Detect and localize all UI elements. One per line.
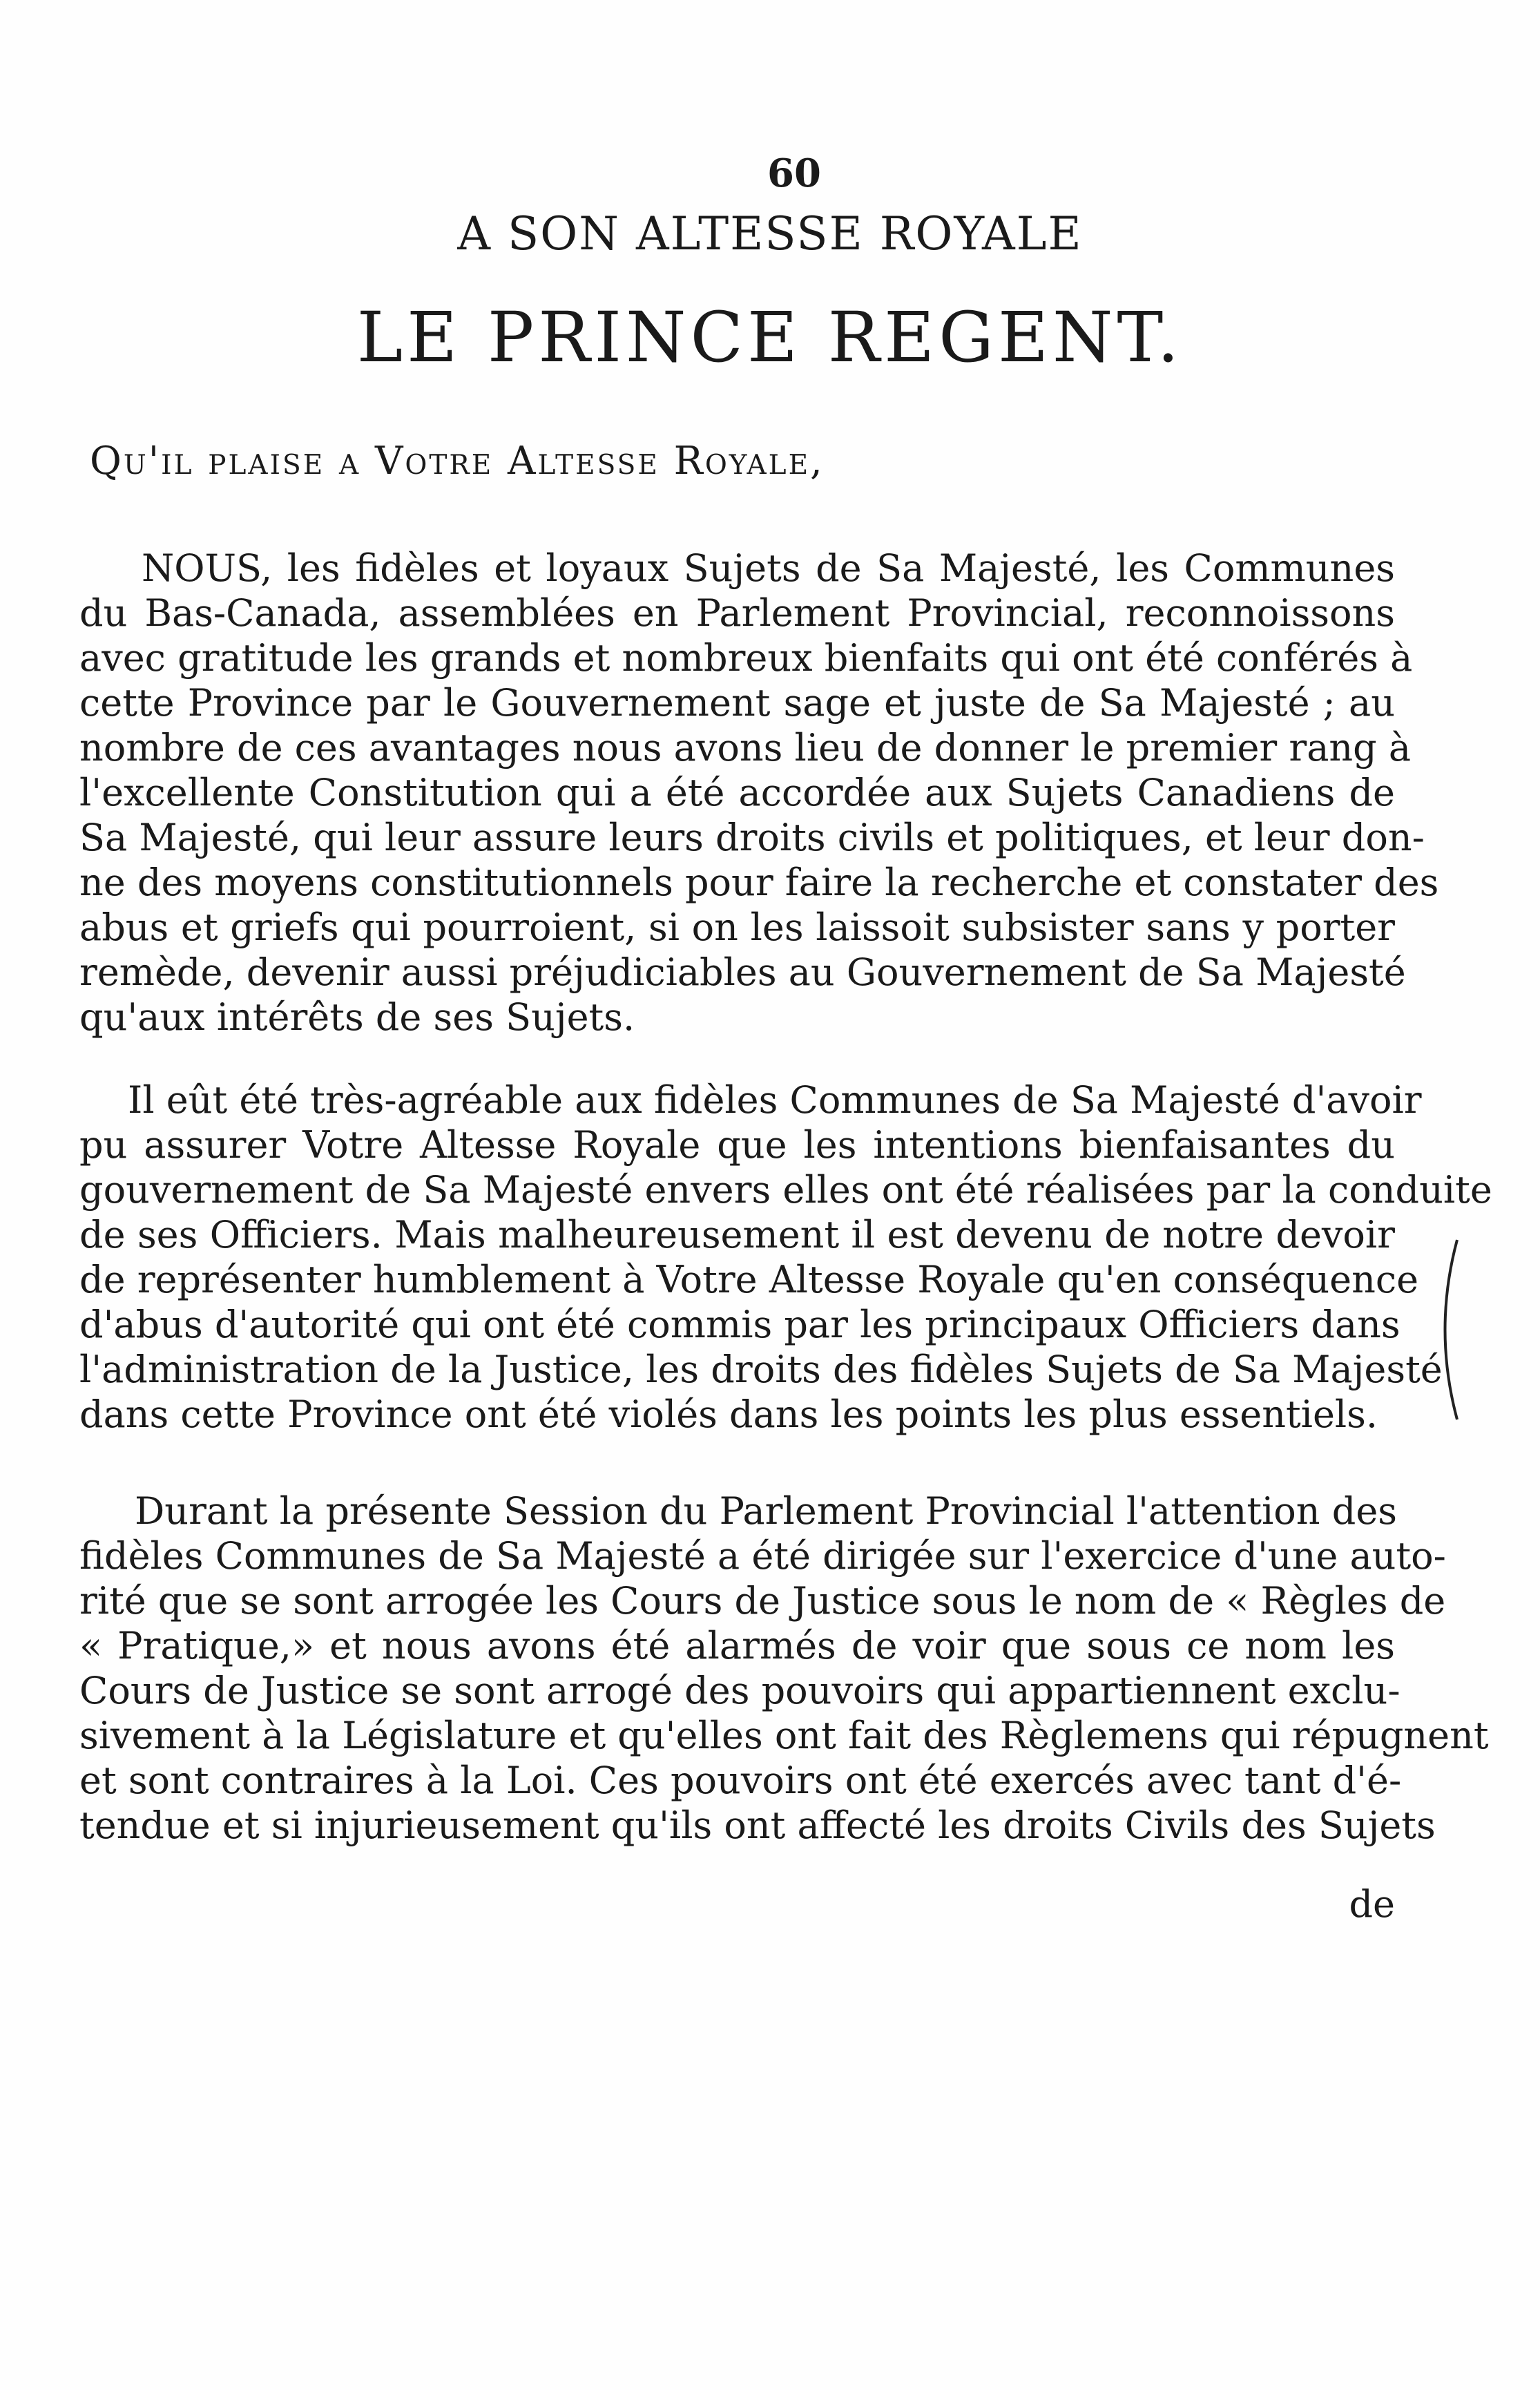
text-line: tendue et si injurieusement qu'ils ont affecté les droits Civils des Sujets [79, 1804, 1436, 1847]
page-number: 60 [767, 151, 821, 196]
text-line: dans cette Province ont été violés dans les points les plus essentiels. [79, 1393, 1378, 1436]
text-line: fidèles Communes de Sa Majesté a été dirigée sur l'exercice d'une auto- [79, 1534, 1446, 1578]
paragraph-2 [79, 1078, 1492, 1437]
text-line: gouvernement de Sa Majesté envers elles ont été réalisées par la conduite [79, 1168, 1492, 1212]
margin-bracket-mark [1430, 1236, 1471, 1423]
text-line: de ses Officiers. Mais malheureusement il est devenu de notre devoir [79, 1213, 1395, 1256]
text-line: remède, devenir aussi préjudiciables au Gouvernement de Sa Majesté [79, 950, 1406, 994]
text-line: abus et griefs qui pourroient, si on les laissoit subsister sans y porter [79, 906, 1395, 949]
catchword: de [1349, 1882, 1395, 1926]
text-line: NOUS, les fidèles et loyaux Sujets de Sa Majesté, les Communes [142, 546, 1395, 590]
text-line: cette Province par le Gouvernement sage et juste de Sa Majesté ; au [79, 681, 1395, 725]
text-line: ne des moyens constitutionnels pour faire la recherche et constater des [79, 861, 1439, 904]
salutation: Qu'il plaise a Votre Altesse Royale, [90, 439, 825, 484]
dedication-heading: A SON ALTESSE ROYALE [457, 207, 1083, 260]
text-line: du Bas-Canada, assemblées en Parlement Provincial, reconnoissons [79, 591, 1395, 635]
paragraph-3 [79, 1489, 1489, 1848]
paragraph-1 [79, 546, 1439, 1040]
text-line: avec gratitude les grands et nombreux bienfaits qui ont été conférés à [79, 636, 1413, 680]
text-line: qu'aux intérêts de ses Sujets. [79, 995, 635, 1039]
text-line: Cours de Justice se sont arrogé des pouvoirs qui appartiennent exclu- [79, 1669, 1401, 1712]
text-line: et sont contraires à la Loi. Ces pouvoirs ont été exercés avec tant d'é- [79, 1759, 1402, 1802]
text-line: l'excellente Constitution qui a été accordée aux Sujets Canadiens de [79, 771, 1395, 814]
text-line: l'administration de la Justice, les droits des fidèles Sujets de Sa Majesté [79, 1348, 1443, 1391]
text-line: nombre de ces avantages nous avons lieu de donner le premier rang à [79, 726, 1412, 769]
text-line: Sa Majesté, qui leur assure leurs droits civils et politiques, et leur don- [79, 816, 1425, 859]
text-line: Il eût été très-agréable aux fidèles Communes de Sa Majesté d'avoir [128, 1078, 1422, 1122]
text-line: d'abus d'autorité qui ont été commis par les principaux Officiers dans [79, 1303, 1401, 1346]
text-line: rité que se sont arrogée les Cours de Justice sous le nom de « Règles de [79, 1579, 1446, 1623]
text-line: de représenter humblement à Votre Altesse Royale qu'en conséquence [79, 1258, 1419, 1301]
text-line: pu assurer Votre Altesse Royale que les intentions bienfaisantes du [79, 1123, 1395, 1167]
page-title: LE PRINCE REGENT. [356, 297, 1184, 378]
text-line: Durant la présente Session du Parlement Provincial l'attention des [135, 1489, 1397, 1533]
text-line: « Pratique,» et nous avons été alarmés de voir que sous ce nom les [79, 1624, 1395, 1667]
text-line: sivement à la Législature et qu'elles ont fait des Règlemens qui répugnent [79, 1714, 1489, 1757]
